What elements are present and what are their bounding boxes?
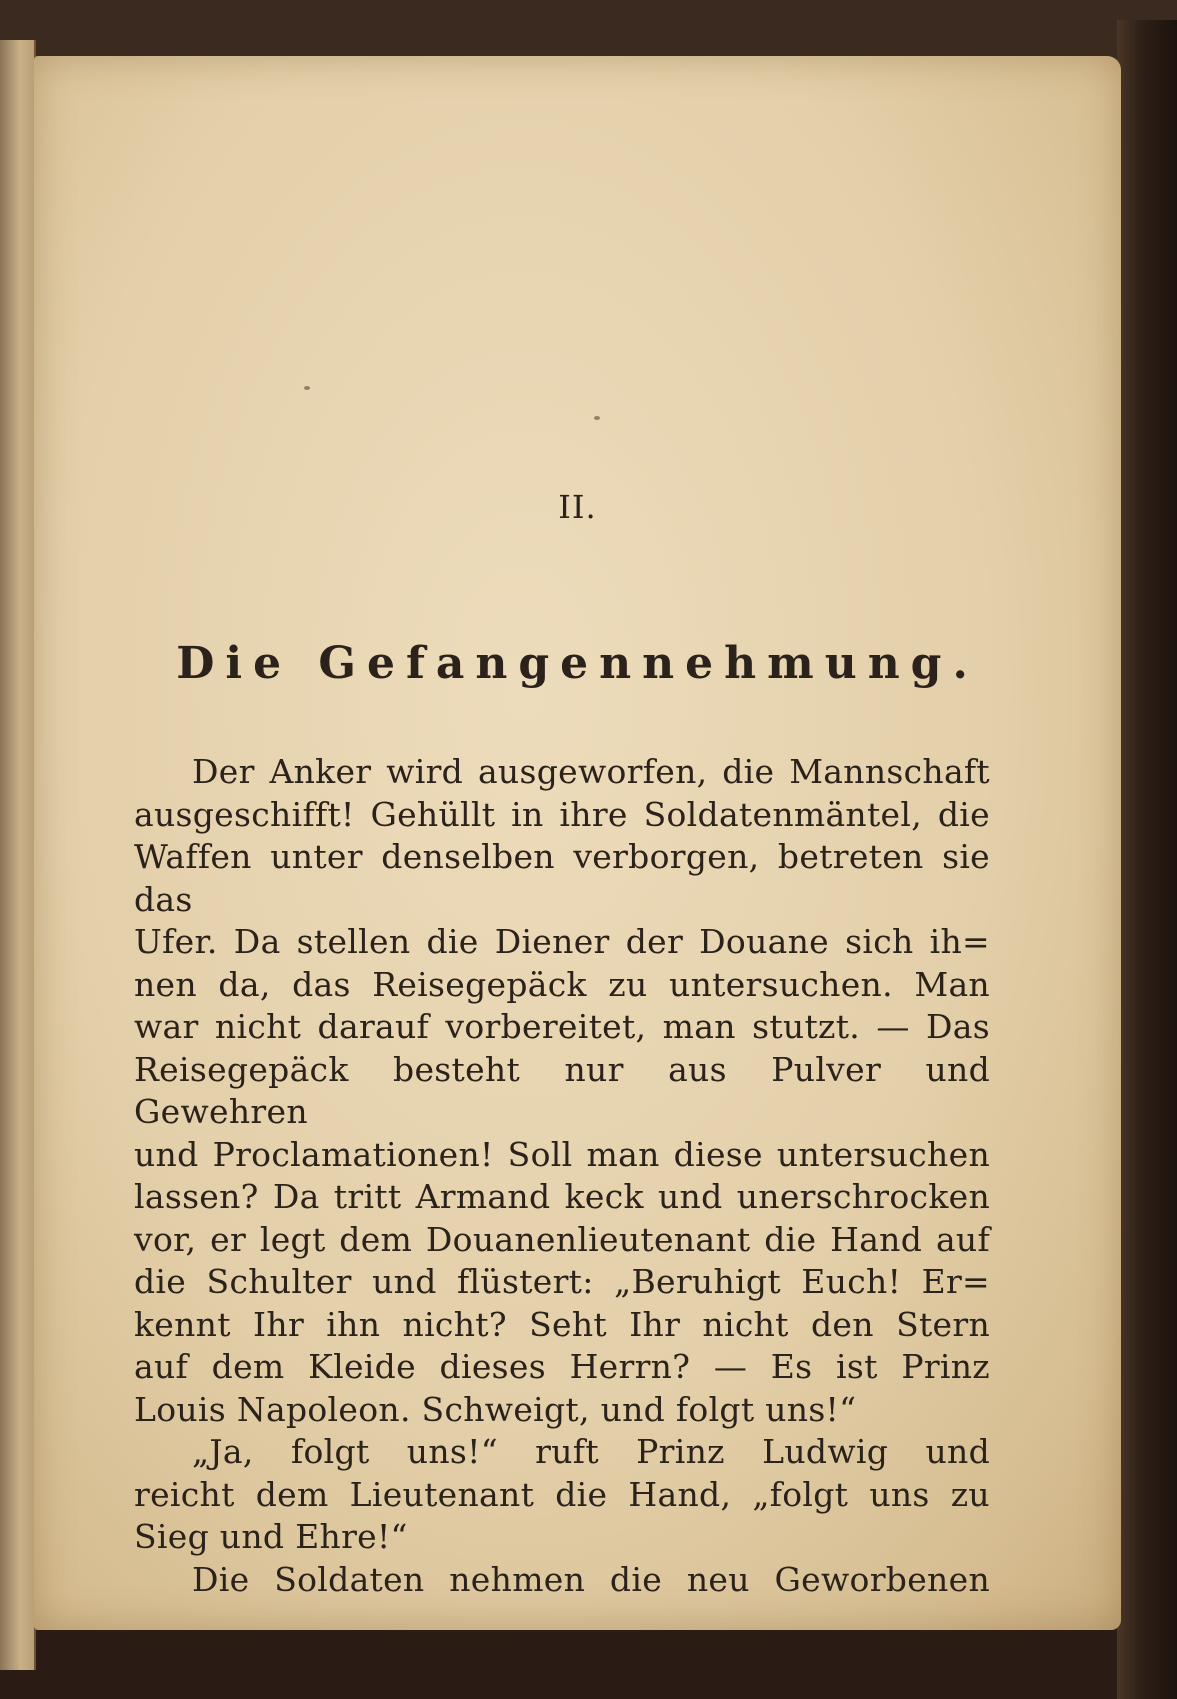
- paper-speck: [304, 386, 310, 390]
- chapter-number: II.: [558, 488, 597, 526]
- text-line: ausgeschifft! Gehüllt in ihre Soldatenmäntel, die: [134, 794, 990, 834]
- page: [34, 56, 1121, 1630]
- text-line: Ufer. Da stellen die Diener der Douane sich ih=: [134, 922, 990, 961]
- book-left-edge: [0, 40, 36, 1670]
- text-line: Der Anker wird ausgeworfen, die Mannschaft: [192, 752, 990, 791]
- text-line: vor, er legt dem Douanenlieutenant die Hand auf: [134, 1219, 990, 1259]
- text-line: Sieg und Ehre!“: [134, 1517, 408, 1556]
- text-line: Die Soldaten nehmen die neu Geworbenen: [192, 1559, 990, 1599]
- paper-speck: [594, 416, 600, 420]
- paragraph-1: [134, 751, 990, 1431]
- text-line: auf dem Kleide dieses Herrn? — Es ist Prinz: [134, 1347, 990, 1386]
- text-line: Louis Napoleon. Schweigt, und folgt uns!“: [134, 1389, 857, 1429]
- text-line: „Ja, folgt uns!“ ruft Prinz Ludwig und: [192, 1432, 990, 1471]
- paragraph-2: [134, 1431, 990, 1559]
- text-line: nen da, das Reisegepäck zu untersuchen. Man: [134, 964, 990, 1004]
- paragraph-3: [134, 1559, 990, 1602]
- book-cover-edge: [1117, 20, 1177, 1699]
- text-line: kennt Ihr ihn nicht? Seht Ihr nicht den Stern: [134, 1304, 990, 1344]
- text-line: lassen? Da tritt Armand keck und unerschrocken: [134, 1177, 990, 1216]
- text-line: reicht dem Lieutenant die Hand, „folgt uns zu: [134, 1474, 990, 1514]
- text-line: war nicht darauf vorbereitet, man stutzt. — Das: [134, 1007, 990, 1046]
- body-text: [134, 751, 990, 1601]
- text-line: Waffen unter denselben verborgen, betreten sie das: [134, 837, 990, 919]
- text-line: Reisegepäck besteht nur aus Pulver und Gewehren: [134, 1049, 990, 1131]
- chapter-title: Die Gefangennehmung.: [176, 638, 979, 689]
- text-line: die Schulter und flüstert: „Beruhigt Euch! Er=: [134, 1262, 990, 1301]
- text-line: und Proclamationen! Soll man diese untersuchen: [134, 1134, 990, 1174]
